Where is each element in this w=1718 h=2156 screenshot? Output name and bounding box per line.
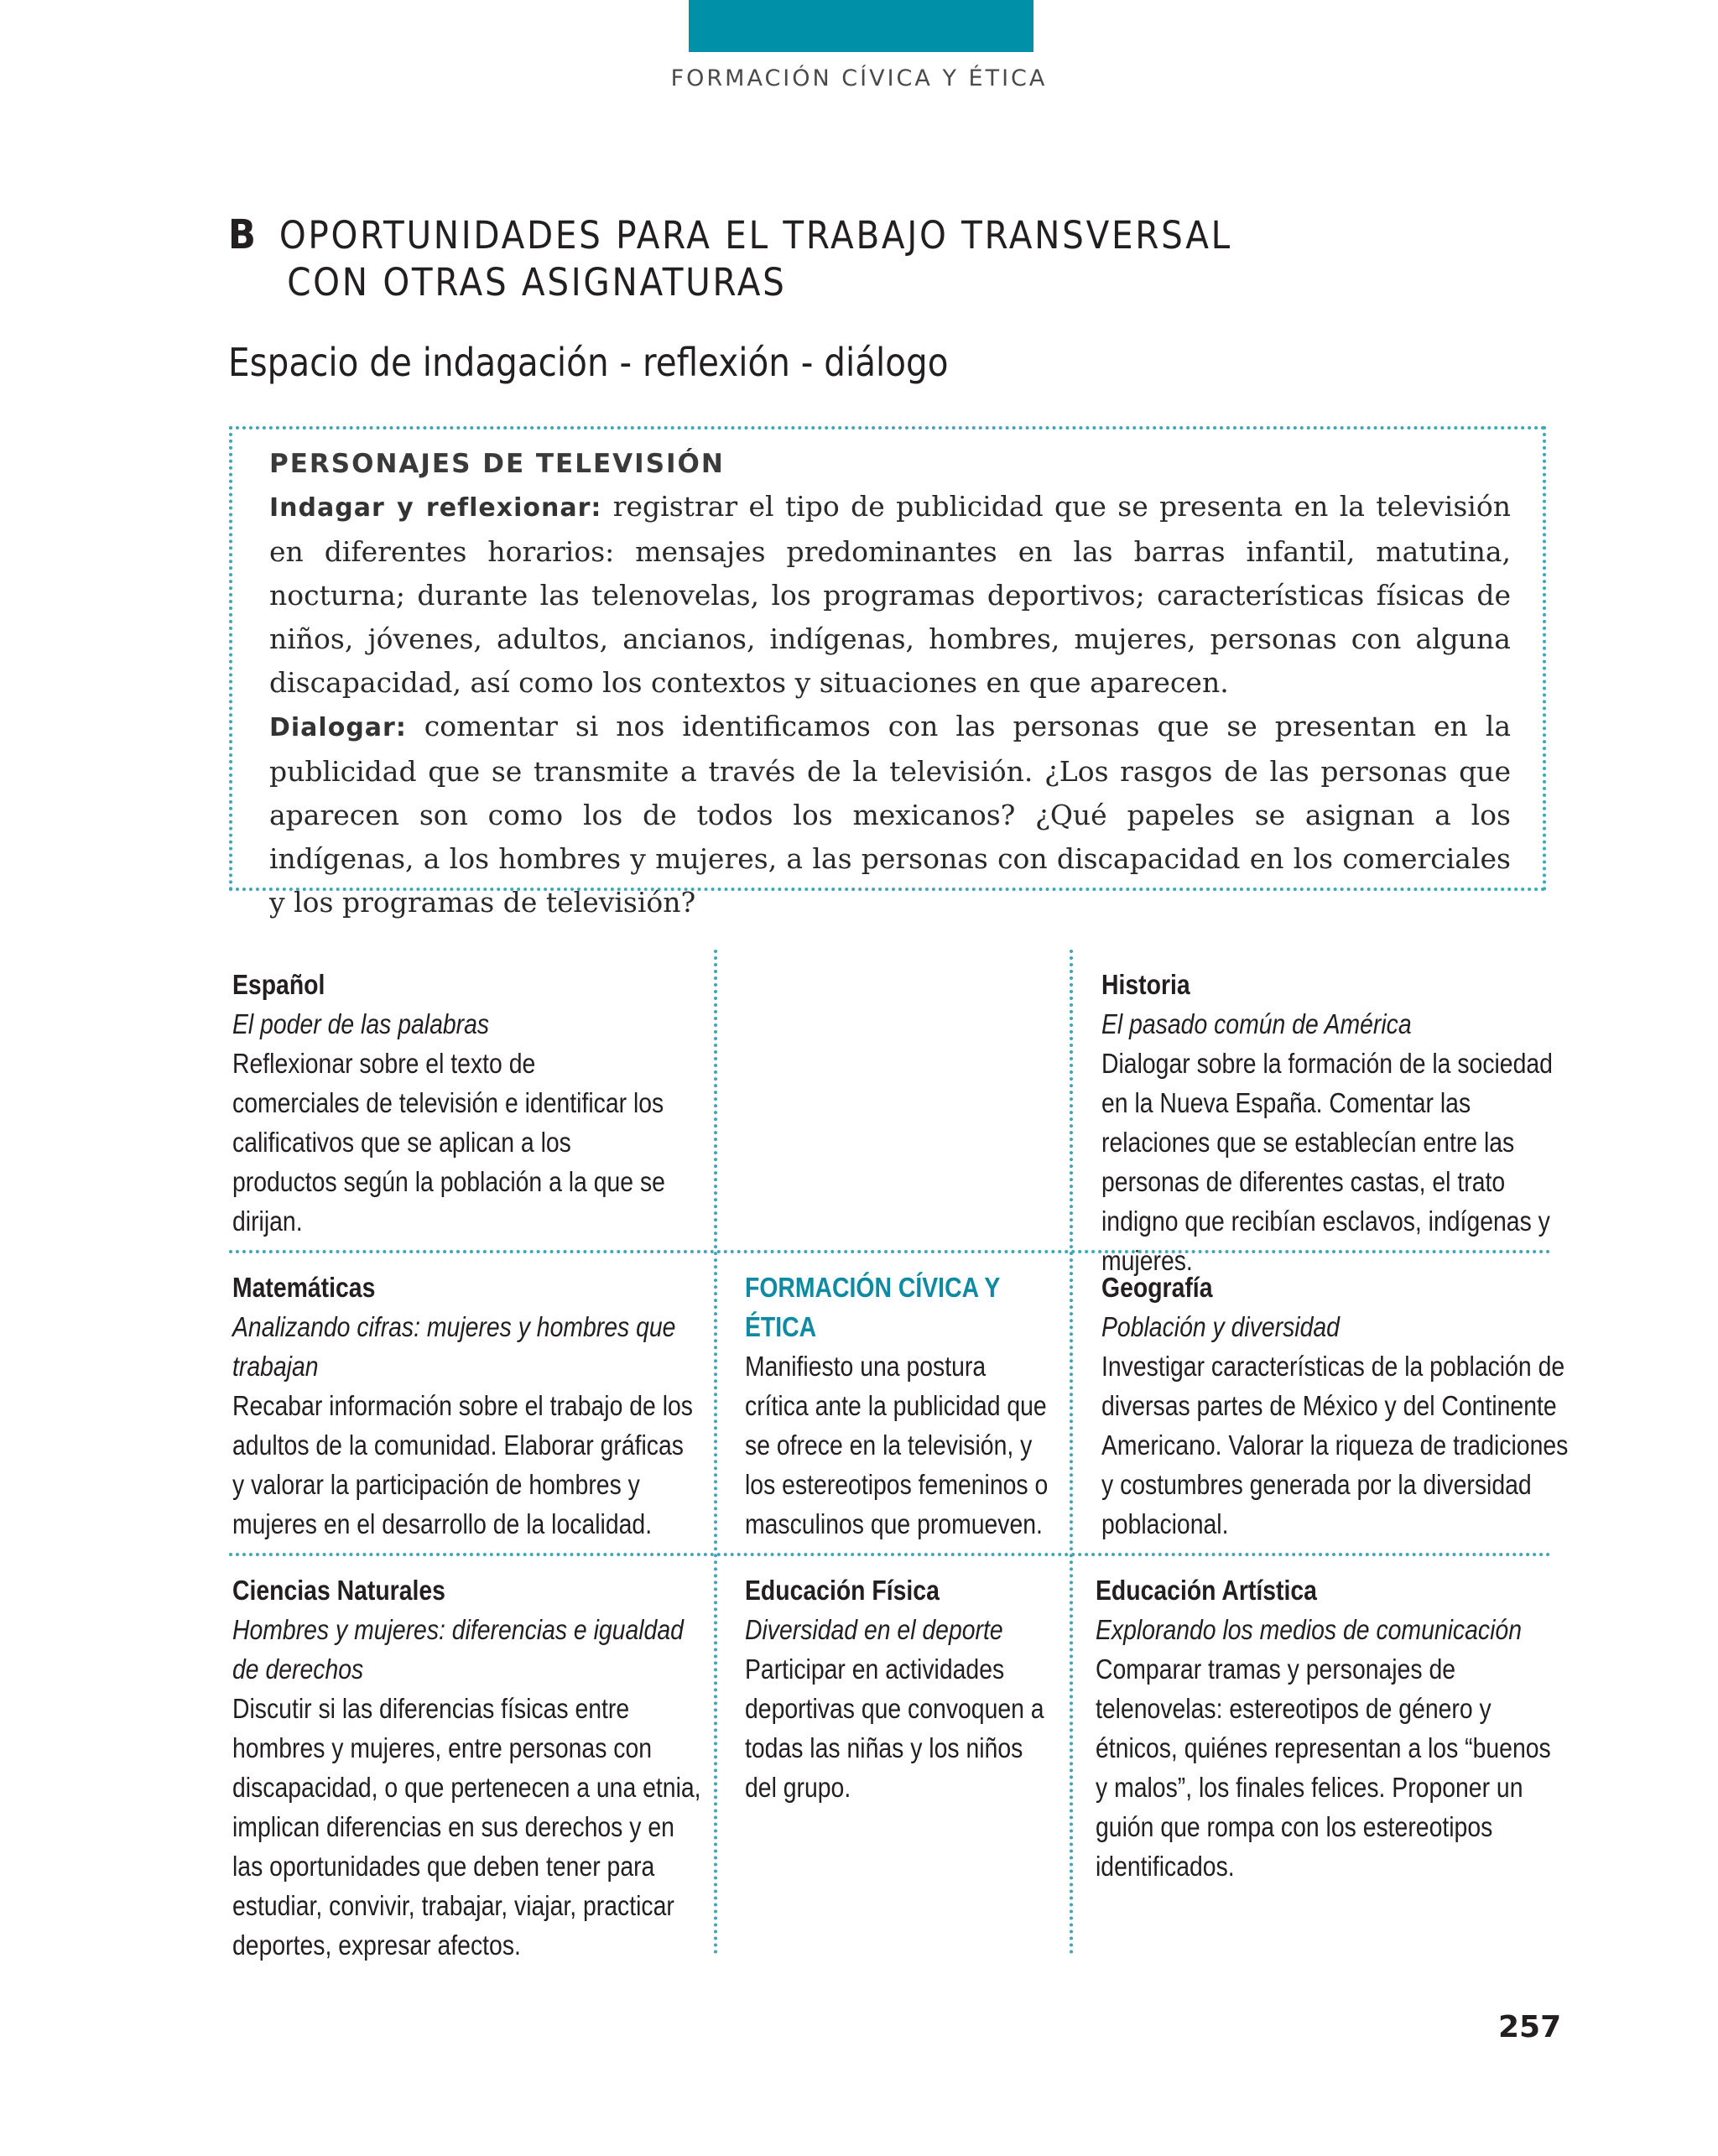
activity-box: [229, 426, 1546, 919]
dialogar-label: Dialogar:: [269, 713, 407, 742]
subject-topic: Hombres y mujeres: diferencias e igualdad de derechos: [232, 1614, 684, 1685]
subject-topic: Explorando los medios de comunicación: [1096, 1614, 1522, 1645]
cell-formacion-civica: [745, 1268, 1055, 1544]
header-color-bar: [689, 0, 1033, 52]
grid-divider-vertical-left: [714, 950, 717, 1955]
subject-description: Reflexionar sobre el texto de comerciales de televisión e identificar los calificativos que se aplican a los productos según la población a la que se dirijan.: [232, 1048, 665, 1237]
subject-description: Participar en actividades deportivas que convoquen a todas las niñas y los niños del grupo.: [745, 1653, 1044, 1803]
cell-matematicas: [232, 1268, 701, 1544]
subject-topic: Población y diversidad: [1101, 1311, 1340, 1342]
subject-title: Educación Física: [745, 1575, 940, 1606]
indagar-text: registrar el tipo de publicidad que se presenta en la televisión en diferentes horarios: mensajes predominantes en las barras infantil, matutina, nocturna; durante las telenovelas, los programas deportivos; características físicas de niños, jóvenes, adultos, ancianos, indígenas, hombres, mujeres, personas con alguna discapacidad, así como los contextos y situaciones en que aparecen.: [269, 490, 1511, 699]
subject-title: FORMACIÓN CÍVICA Y ÉTICA: [745, 1272, 1000, 1342]
activity-content: [269, 443, 1511, 924]
cell-educacion-artistica: [1096, 1570, 1564, 1886]
subject-topic: Analizando cifras: mujeres y hombres que trabajan: [232, 1311, 676, 1382]
cell-geografia: [1101, 1268, 1570, 1544]
subsection-title: Espacio de indagación - reflexión - diálogo: [228, 340, 949, 385]
cell-historia: [1101, 965, 1556, 1280]
subject-description: Investigar características de la población de diversas partes de México y del Continente Americano. Valorar la riqueza de tradiciones y costumbres generada por la diversidad poblacional.: [1101, 1351, 1569, 1539]
subject-description: Recabar información sobre el trabajo de los adultos de la comunidad. Elaborar gráficas y valorar la participación de hombres y mujeres en el desarrollo de la localidad.: [232, 1390, 693, 1539]
subject-description: Dialogar sobre la formación de la sociedad en la Nueva España. Comentar las relaciones que se establecían entre las personas de diferentes castas, el trato indigno que recibían esclavos, indígenas y mujeres.: [1101, 1048, 1553, 1276]
subject-title: Educación Artística: [1096, 1575, 1317, 1606]
dialogar-paragraph: [269, 705, 1511, 924]
indagar-label: Indagar y reflexionar:: [269, 493, 602, 523]
subject-title: Matemáticas: [232, 1272, 376, 1303]
grid-divider-horizontal-bottom: [229, 1553, 1551, 1556]
subject-description: Manifiesto una postura crítica ante la publicidad que se ofrece en la televisión, y los estereotipos femeninos o masculinos que promueven.: [745, 1351, 1049, 1539]
section-title: [228, 211, 1232, 306]
cell-ciencias-naturales: [232, 1570, 701, 1965]
subject-topic: Diversidad en el deporte: [745, 1614, 1003, 1645]
subject-topic: El poder de las palabras: [232, 1008, 490, 1039]
cell-educacion-fisica: [745, 1570, 1055, 1807]
subject-topic: El pasado común de América: [1101, 1008, 1412, 1039]
subject-description: Discutir si las diferencias físicas entre hombres y mujeres, entre personas con discapacidad, o que pertenecen a una etnia, implican diferencias en sus derechos y en las oportunidades que deben tener para estudiar, convivir, trabajar, viajar, practicar deportes, expresar afectos.: [232, 1693, 701, 1961]
section-letter: B: [228, 211, 258, 258]
section-title-line1: OPORTUNIDADES PARA EL TRABAJO TRANSVERSAL: [279, 213, 1232, 258]
cell-espanol: [232, 965, 665, 1241]
dialogar-text: comentar si nos identificamos con las personas que se presentan en la publicidad que se transmite a través de la televisión. ¿Los rasgos de las personas que aparecen son como los de todos los mexicanos? ¿Qué papeles se asignan a los indígenas, a los hombres y mujeres, a las personas con discapacidad en los comerciales y los programas de televisión?: [269, 710, 1511, 919]
indagar-paragraph: [269, 485, 1511, 705]
subject-title: Historia: [1101, 969, 1190, 1000]
subject-title: Ciencias Naturales: [232, 1575, 445, 1606]
grid-divider-vertical-right: [1070, 950, 1073, 1955]
running-head: FORMACIÓN CÍVICA Y ÉTICA: [670, 65, 1048, 91]
section-title-line2: CON OTRAS ASIGNATURAS: [287, 260, 787, 305]
subject-title: Geografía: [1101, 1272, 1213, 1303]
page-number: 257: [1498, 2010, 1562, 2044]
activity-heading: PERSONAJES DE TELEVISIÓN: [269, 449, 725, 479]
subject-description: Comparar tramas y personajes de telenovelas: estereotipos de género y étnicos, quiénes representan a los “buenos y malos”, los finales felices. Proponer un guión que rompa con los estereotipos identificados.: [1096, 1653, 1551, 1882]
subject-title: Español: [232, 969, 325, 1000]
